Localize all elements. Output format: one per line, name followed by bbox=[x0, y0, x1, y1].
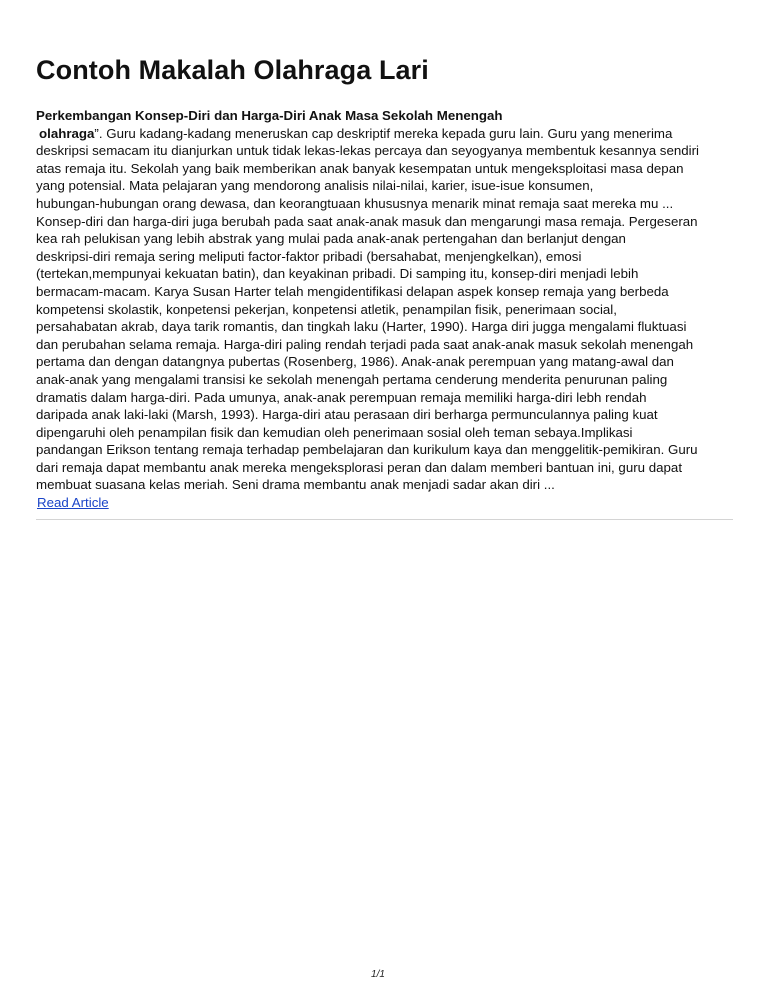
excerpt-line: dari remaja dapat membantu anak mereka mengeksplorasi peran dan dalam memberi bantuan ini, guru dapat bbox=[36, 459, 683, 475]
excerpt-line: atas remaja itu. Sekolah yang baik memberikan anak banyak kesempatan untuk mengeksploitasi masa depan bbox=[36, 160, 684, 176]
excerpt-line: (tertekan,mempunyai kekuatan batin), dan keyakinan pribadi. Di samping itu, konsep-diri menjadi lebih bbox=[36, 266, 639, 282]
excerpt-line: deskripsi-diri remaja sering meliputi factor-faktor pribadi (bersahabat, menjengkelkan), emosi bbox=[36, 248, 582, 264]
article-excerpt bbox=[36, 125, 736, 494]
excerpt-line bbox=[36, 125, 736, 143]
excerpt-line-text: ”. Guru kadang-kadang meneruskan cap deskriptif mereka kepada guru lain. Guru yang menerima bbox=[94, 125, 673, 141]
excerpt-line: bermacam-macam. Karya Susan Harter telah mengidentifikasi delapan aspek konsep remaja yang berbeda bbox=[36, 283, 669, 299]
page-number: 1/1 bbox=[371, 969, 385, 980]
article-entry bbox=[36, 107, 736, 512]
excerpt-line: dan perubahan selama remaja. Harga-diri paling rendah terjadi pada saat anak-anak masuk sekolah menengah bbox=[36, 336, 694, 352]
read-article-link[interactable]: Read Article bbox=[37, 495, 109, 511]
excerpt-line: hubungan-hubungan orang dewasa, dan keorangtuaan khususnya menarik minat remaja saat mereka mu ... bbox=[36, 195, 674, 211]
page-title: Contoh Makalah Olahraga Lari bbox=[36, 55, 429, 85]
excerpt-line: kompetensi skolastik, konpetensi pekerjan, konpetensi atletik, penampilan fisik, penerimaan social, bbox=[36, 301, 617, 317]
excerpt-line: anak-anak yang mengalami transisi ke sekolah menengah pertama cenderung menderita penurunan paling bbox=[36, 371, 668, 387]
excerpt-line: persahabatan akrab, daya tarik romantis, dan tingkah laku (Harter, 1990). Harga diri jugga mengalami fluktuasi bbox=[36, 319, 687, 335]
excerpt-line: pertama dan dengan datangnya pubertas (Rosenberg, 1986). Anak-anak perempuan yang matang-awal dan bbox=[36, 354, 674, 370]
excerpt-line: daripada anak laki-laki (Marsh, 1993). Harga-diri atau perasaan diri berharga permunculannya paling kuat bbox=[36, 407, 658, 423]
divider bbox=[36, 519, 733, 520]
excerpt-line: kea rah pelukisan yang lebih abstrak yang mulai pada anak-anak pertengahan dan berlanjut dengan bbox=[36, 231, 626, 247]
excerpt-line: Konsep-diri dan harga-diri juga berubah pada saat anak-anak masuk dan mengarungi masa remaja. Pergeseran bbox=[36, 213, 698, 229]
article-heading: Perkembangan Konsep-Diri dan Harga-Diri Anak Masa Sekolah Menengah bbox=[36, 108, 503, 123]
excerpt-line: dramatis dalam harga-diri. Pada umunya, anak-anak perempuan remaja memiliki harga-diri lebh rendah bbox=[36, 389, 647, 405]
excerpt-line: yang potensial. Mata pelajaran yang mendorong analisis nilai-nilai, karier, isue-isue konsumen, bbox=[36, 178, 594, 194]
excerpt-line: deskripsi semacam itu dianjurkan untuk tidak lekas-lekas percaya dan seyogyanya membentuk kesannya sendiri bbox=[36, 143, 699, 159]
excerpt-keyword: olahraga bbox=[39, 125, 95, 141]
excerpt-line: pandangan Erikson tentang remaja terhadap pembelajaran dan kurikulum kaya dan menggelitik-pemikiran. Guru bbox=[36, 442, 698, 458]
excerpt-line: membuat suasana kelas meriah. Seni drama membantu anak menjadi sadar akan diri ... bbox=[36, 477, 555, 493]
excerpt-line: dipengaruhi oleh penampilan fisik dan kemudian oleh penerimaan sosial oleh teman sebaya.Implikasi bbox=[36, 424, 633, 440]
